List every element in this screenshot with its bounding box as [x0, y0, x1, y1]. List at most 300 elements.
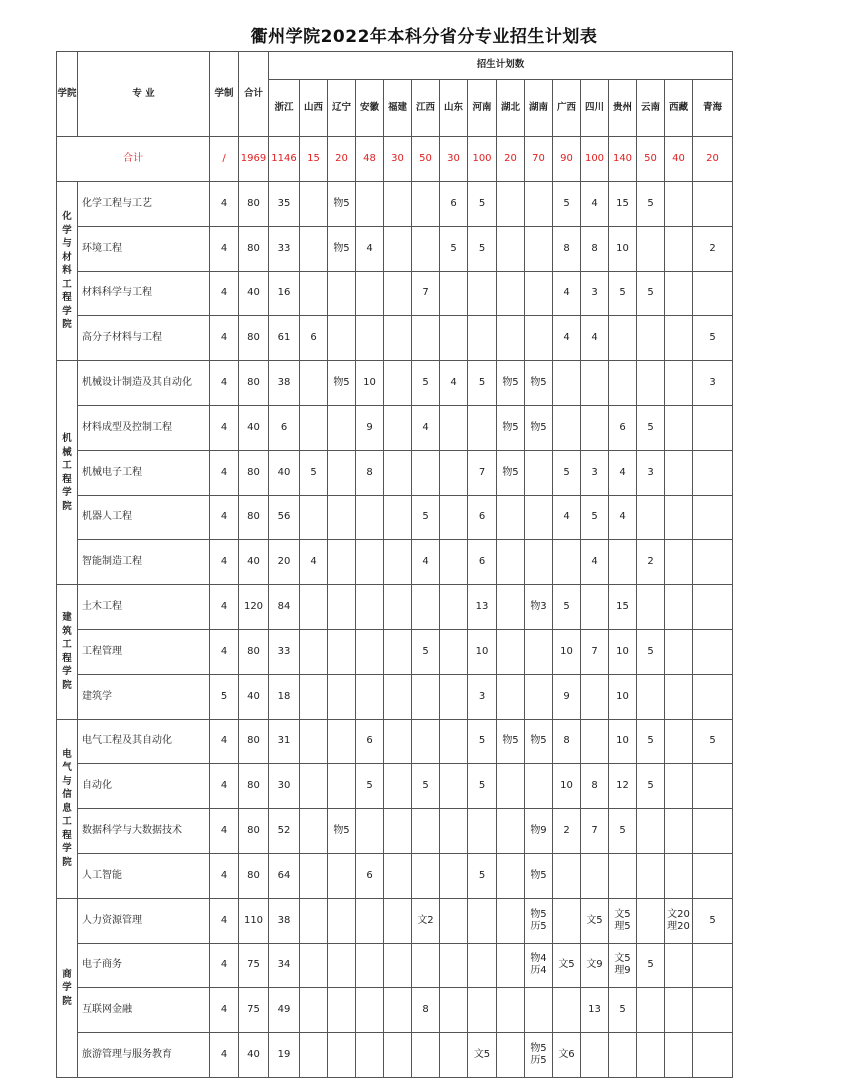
province-cell: 物5	[525, 405, 553, 450]
table-row	[57, 540, 733, 585]
province-cell	[553, 405, 581, 450]
province-cell	[440, 674, 468, 719]
province-cell	[384, 495, 412, 540]
major-years: 4	[210, 988, 239, 1033]
province-cell: 物5	[525, 361, 553, 406]
province-cell	[497, 943, 525, 988]
province-cell: 33	[269, 629, 300, 674]
province-cell: 5	[553, 182, 581, 227]
total-province-cell: 90	[553, 137, 581, 182]
province-cell	[553, 988, 581, 1033]
province-cell	[384, 853, 412, 898]
province-cell	[637, 898, 665, 943]
province-cell	[693, 988, 733, 1033]
table-row	[57, 674, 733, 719]
province-cell	[665, 361, 693, 406]
province-cell: 6	[468, 540, 497, 585]
province-cell: 6	[468, 495, 497, 540]
province-cell: 4	[581, 316, 609, 361]
province-cell	[525, 988, 553, 1033]
province-cell	[300, 629, 328, 674]
province-cell: 5	[609, 809, 637, 854]
total-province-cell: 100	[581, 137, 609, 182]
province-cell: 5	[637, 943, 665, 988]
total-years: /	[210, 137, 239, 182]
total-province-cell: 30	[440, 137, 468, 182]
province-cell	[553, 540, 581, 585]
major-years: 4	[210, 719, 239, 764]
province-cell: 61	[269, 316, 300, 361]
province-cell: 文5	[581, 898, 609, 943]
province-cell	[637, 495, 665, 540]
province-cell	[609, 316, 637, 361]
province-cell	[497, 674, 525, 719]
province-cell	[356, 898, 384, 943]
province-cell	[412, 1033, 440, 1078]
province-cell: 6	[609, 405, 637, 450]
province-cell: 9	[553, 674, 581, 719]
major-total: 40	[239, 674, 269, 719]
table-row	[57, 450, 733, 495]
province-cell: 4	[412, 540, 440, 585]
province-cell: 15	[609, 182, 637, 227]
table-row	[57, 988, 733, 1033]
province-cell	[525, 271, 553, 316]
header-province: 山东	[440, 79, 468, 136]
header-province: 西藏	[665, 79, 693, 136]
province-cell: 3	[468, 674, 497, 719]
province-cell	[328, 405, 356, 450]
major-years: 4	[210, 585, 239, 630]
province-cell	[497, 853, 525, 898]
header-province: 四川	[581, 79, 609, 136]
college-name: 机 械 工 程 学 院	[57, 361, 78, 585]
province-cell: 4	[581, 182, 609, 227]
province-cell: 10	[609, 719, 637, 764]
province-cell	[384, 629, 412, 674]
province-cell	[497, 898, 525, 943]
province-cell: 2	[693, 226, 733, 271]
province-cell	[665, 629, 693, 674]
province-cell	[300, 405, 328, 450]
province-cell	[300, 271, 328, 316]
province-cell: 物5	[497, 719, 525, 764]
province-cell	[693, 943, 733, 988]
province-cell	[468, 405, 497, 450]
province-cell	[665, 853, 693, 898]
province-cell: 文6	[553, 1033, 581, 1078]
province-cell: 物4 历4	[525, 943, 553, 988]
province-cell	[665, 450, 693, 495]
province-cell	[525, 316, 553, 361]
province-cell: 物9	[525, 809, 553, 854]
table-row	[57, 226, 733, 271]
province-cell	[525, 629, 553, 674]
province-cell	[300, 719, 328, 764]
province-cell: 16	[269, 271, 300, 316]
major-name: 机械设计制造及其自动化	[78, 361, 210, 406]
province-cell: 8	[356, 450, 384, 495]
province-cell: 33	[269, 226, 300, 271]
province-cell	[356, 943, 384, 988]
major-name: 高分子材料与工程	[78, 316, 210, 361]
province-cell: 5	[412, 629, 440, 674]
province-cell	[384, 809, 412, 854]
province-cell	[412, 853, 440, 898]
province-cell: 10	[553, 629, 581, 674]
province-cell	[300, 674, 328, 719]
major-years: 4	[210, 809, 239, 854]
province-cell: 4	[553, 495, 581, 540]
province-cell	[665, 405, 693, 450]
total-province-cell: 20	[328, 137, 356, 182]
college-name: 电 气 与 信 息 工 程 学 院	[57, 719, 78, 898]
province-cell: 18	[269, 674, 300, 719]
province-cell: 物5	[497, 405, 525, 450]
table-row	[57, 182, 733, 227]
province-cell	[693, 853, 733, 898]
province-cell	[412, 674, 440, 719]
major-years: 4	[210, 853, 239, 898]
province-cell	[693, 674, 733, 719]
province-cell	[412, 226, 440, 271]
province-cell	[497, 809, 525, 854]
table-row	[57, 853, 733, 898]
header-total: 合计	[239, 52, 269, 137]
province-cell	[581, 674, 609, 719]
major-name: 工程管理	[78, 629, 210, 674]
province-cell: 52	[269, 809, 300, 854]
province-cell	[300, 182, 328, 227]
province-cell: 物5 历5	[525, 898, 553, 943]
header-province: 福建	[384, 79, 412, 136]
province-cell	[609, 1033, 637, 1078]
province-cell	[440, 271, 468, 316]
header-province: 山西	[300, 79, 328, 136]
province-cell: 6	[300, 316, 328, 361]
major-total: 80	[239, 226, 269, 271]
province-cell	[384, 271, 412, 316]
province-cell: 10	[609, 629, 637, 674]
province-cell	[300, 361, 328, 406]
province-cell	[440, 585, 468, 630]
header-province: 江西	[412, 79, 440, 136]
province-cell	[384, 988, 412, 1033]
province-cell	[356, 182, 384, 227]
total-province-cell: 15	[300, 137, 328, 182]
province-cell	[581, 405, 609, 450]
province-cell: 物5 历5	[525, 1033, 553, 1078]
college-name: 建 筑 工 程 学 院	[57, 585, 78, 719]
province-cell: 8	[553, 226, 581, 271]
province-cell	[384, 361, 412, 406]
major-total: 80	[239, 182, 269, 227]
province-cell	[665, 1033, 693, 1078]
province-cell	[468, 271, 497, 316]
major-years: 4	[210, 943, 239, 988]
province-cell	[609, 853, 637, 898]
province-cell: 10	[356, 361, 384, 406]
province-cell	[665, 809, 693, 854]
province-cell	[665, 719, 693, 764]
province-cell: 文20 理20	[665, 898, 693, 943]
province-cell	[468, 316, 497, 361]
major-total: 80	[239, 853, 269, 898]
enrollment-plan-table	[56, 51, 733, 1078]
province-cell	[440, 853, 468, 898]
province-cell	[384, 405, 412, 450]
province-cell	[497, 764, 525, 809]
province-cell: 5	[468, 853, 497, 898]
province-cell: 5	[693, 316, 733, 361]
major-name: 环境工程	[78, 226, 210, 271]
province-cell: 56	[269, 495, 300, 540]
province-cell	[693, 495, 733, 540]
province-cell: 4	[300, 540, 328, 585]
province-cell: 物5	[328, 226, 356, 271]
total-province-cell: 48	[356, 137, 384, 182]
province-cell	[384, 226, 412, 271]
province-cell	[665, 495, 693, 540]
major-years: 4	[210, 629, 239, 674]
province-cell: 5	[693, 719, 733, 764]
province-cell	[440, 1033, 468, 1078]
province-cell	[300, 1033, 328, 1078]
province-cell: 8	[581, 764, 609, 809]
province-cell: 5	[637, 764, 665, 809]
province-cell	[525, 450, 553, 495]
province-cell: 5	[609, 271, 637, 316]
province-cell	[300, 943, 328, 988]
province-cell	[693, 809, 733, 854]
province-cell	[497, 182, 525, 227]
major-total: 80	[239, 764, 269, 809]
province-cell: 5	[468, 719, 497, 764]
province-cell	[581, 585, 609, 630]
major-years: 4	[210, 1033, 239, 1078]
province-cell	[412, 809, 440, 854]
province-cell: 物3	[525, 585, 553, 630]
province-cell	[412, 450, 440, 495]
province-cell: 4	[609, 450, 637, 495]
total-province-cell: 20	[497, 137, 525, 182]
province-cell: 5	[412, 361, 440, 406]
province-cell	[328, 943, 356, 988]
table-row	[57, 1033, 733, 1078]
header-province: 贵州	[609, 79, 637, 136]
province-cell	[440, 719, 468, 764]
province-cell	[300, 853, 328, 898]
total-province-cell: 1146	[269, 137, 300, 182]
major-name: 人工智能	[78, 853, 210, 898]
province-cell: 5	[553, 585, 581, 630]
province-cell	[328, 629, 356, 674]
province-cell: 13	[468, 585, 497, 630]
major-years: 4	[210, 764, 239, 809]
province-cell: 31	[269, 719, 300, 764]
province-cell	[356, 1033, 384, 1078]
province-cell: 5	[468, 764, 497, 809]
province-cell	[468, 898, 497, 943]
province-cell: 10	[609, 226, 637, 271]
province-cell	[665, 764, 693, 809]
total-province-cell: 100	[468, 137, 497, 182]
province-cell	[525, 764, 553, 809]
header-province: 湖南	[525, 79, 553, 136]
province-cell	[412, 182, 440, 227]
province-cell: 15	[609, 585, 637, 630]
header-province: 湖北	[497, 79, 525, 136]
table-row	[57, 316, 733, 361]
major-total: 40	[239, 540, 269, 585]
province-cell: 5	[412, 764, 440, 809]
header-province: 辽宁	[328, 79, 356, 136]
major-name: 人力资源管理	[78, 898, 210, 943]
province-cell	[328, 898, 356, 943]
province-cell: 5	[637, 629, 665, 674]
province-cell: 7	[468, 450, 497, 495]
province-cell	[553, 898, 581, 943]
province-cell	[384, 182, 412, 227]
province-cell: 20	[269, 540, 300, 585]
province-cell	[356, 540, 384, 585]
province-cell: 4	[440, 361, 468, 406]
major-name: 智能制造工程	[78, 540, 210, 585]
province-cell	[440, 629, 468, 674]
province-cell	[637, 809, 665, 854]
province-cell	[665, 988, 693, 1033]
province-cell	[356, 629, 384, 674]
province-cell: 文9	[581, 943, 609, 988]
province-cell	[384, 719, 412, 764]
major-name: 化学工程与工艺	[78, 182, 210, 227]
major-name: 建筑学	[78, 674, 210, 719]
total-province-cell: 140	[609, 137, 637, 182]
province-cell	[497, 271, 525, 316]
province-cell	[356, 316, 384, 361]
major-total: 80	[239, 719, 269, 764]
province-cell: 4	[412, 405, 440, 450]
major-total: 80	[239, 629, 269, 674]
province-cell	[693, 585, 733, 630]
province-cell	[693, 764, 733, 809]
province-cell	[440, 943, 468, 988]
province-cell: 4	[609, 495, 637, 540]
province-cell	[356, 988, 384, 1033]
province-cell	[468, 988, 497, 1033]
total-province-cell: 50	[412, 137, 440, 182]
college-name: 化 学 与 材 料 工 程 学 院	[57, 182, 78, 361]
province-cell: 12	[609, 764, 637, 809]
province-cell: 物5	[525, 719, 553, 764]
header-college: 学院	[57, 52, 78, 137]
province-cell	[637, 674, 665, 719]
province-cell	[581, 853, 609, 898]
province-cell: 35	[269, 182, 300, 227]
province-cell: 38	[269, 898, 300, 943]
province-cell	[412, 316, 440, 361]
province-cell	[525, 495, 553, 540]
province-cell	[300, 226, 328, 271]
province-cell	[412, 719, 440, 764]
province-cell	[300, 585, 328, 630]
major-total: 80	[239, 316, 269, 361]
province-cell: 6	[440, 182, 468, 227]
province-cell: 9	[356, 405, 384, 450]
province-cell	[384, 316, 412, 361]
province-cell	[497, 226, 525, 271]
province-cell	[384, 1033, 412, 1078]
province-cell: 文5	[468, 1033, 497, 1078]
province-cell	[637, 1033, 665, 1078]
province-cell: 8	[412, 988, 440, 1033]
major-years: 4	[210, 226, 239, 271]
province-cell	[665, 540, 693, 585]
province-cell	[440, 764, 468, 809]
province-cell	[384, 943, 412, 988]
province-cell: 4	[356, 226, 384, 271]
province-cell	[693, 450, 733, 495]
total-province-cell: 30	[384, 137, 412, 182]
total-province-cell: 70	[525, 137, 553, 182]
major-years: 4	[210, 271, 239, 316]
province-cell: 7	[581, 629, 609, 674]
province-cell	[665, 585, 693, 630]
header-row	[57, 52, 733, 80]
province-cell	[356, 585, 384, 630]
province-cell	[468, 809, 497, 854]
table-row	[57, 495, 733, 540]
major-name: 电子商务	[78, 943, 210, 988]
province-cell	[300, 898, 328, 943]
header-province: 浙江	[269, 79, 300, 136]
total-province-cell: 50	[637, 137, 665, 182]
major-total: 75	[239, 988, 269, 1033]
province-cell: 49	[269, 988, 300, 1033]
major-years: 4	[210, 540, 239, 585]
province-cell: 34	[269, 943, 300, 988]
province-cell	[497, 1033, 525, 1078]
header-province: 广西	[553, 79, 581, 136]
table-row	[57, 405, 733, 450]
province-cell	[440, 809, 468, 854]
province-cell	[384, 898, 412, 943]
province-cell: 84	[269, 585, 300, 630]
province-cell	[525, 674, 553, 719]
province-cell: 4	[553, 271, 581, 316]
major-name: 数据科学与大数据技术	[78, 809, 210, 854]
province-cell	[384, 585, 412, 630]
province-cell: 5	[637, 271, 665, 316]
province-cell	[384, 540, 412, 585]
province-cell	[665, 226, 693, 271]
province-cell	[497, 988, 525, 1033]
province-cell: 5	[693, 898, 733, 943]
province-cell: 5	[440, 226, 468, 271]
province-cell: 文5 理5	[609, 898, 637, 943]
province-cell	[693, 271, 733, 316]
province-cell	[553, 361, 581, 406]
major-total: 80	[239, 809, 269, 854]
province-cell: 5	[637, 405, 665, 450]
province-cell	[328, 1033, 356, 1078]
province-cell	[581, 719, 609, 764]
province-cell	[497, 585, 525, 630]
province-cell	[440, 540, 468, 585]
province-cell: 8	[553, 719, 581, 764]
province-cell	[637, 988, 665, 1033]
table-row	[57, 585, 733, 630]
